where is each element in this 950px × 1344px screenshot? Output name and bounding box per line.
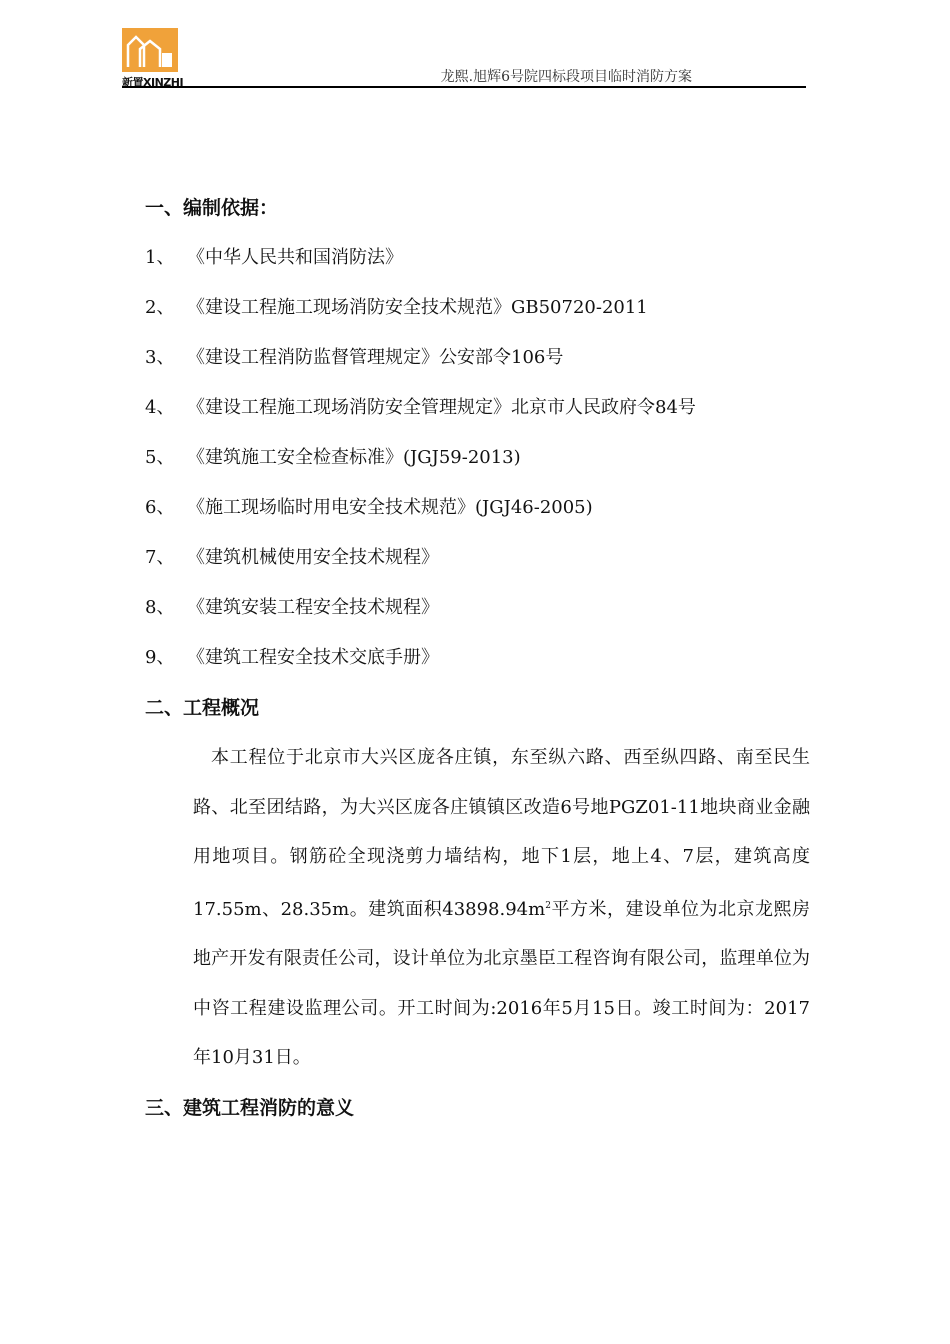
item-text: 《施工现场临时用电安全技术规范》(JGJ46-2005) [187, 497, 593, 518]
item-text: 《建设工程施工现场消防安全技术规范》GB50720-2011 [187, 297, 648, 318]
item-number: 8、 [145, 597, 175, 618]
list-item [145, 433, 810, 483]
item-number: 3、 [145, 347, 175, 368]
item-text: 《建筑安装工程安全技术规程》 [187, 597, 439, 618]
item-text: 《建筑工程安全技术交底手册》 [187, 647, 439, 668]
list-item [145, 283, 810, 333]
list-item [145, 533, 810, 583]
overview-text-part1: 本工程位于北京市大兴区庞各庄镇，东至纵六路、西至纵四路、南至民生路、北至团结路，为大兴区庞各庄镇镇区改造6号地PGZ01-11地块商业金融用地项目。钢筋砼全现浇剪力墙结构，地下1层，地上4、7层，建筑高度17.55m、28.35m。建筑面积43898.94m [193, 747, 810, 920]
item-number: 5、 [145, 447, 175, 468]
item-number: 7、 [145, 547, 175, 568]
item-text: 《建设工程施工现场消防安全管理规定》北京市人民政府令84号 [187, 397, 696, 418]
item-text: 《中华人民共和国消防法》 [187, 247, 403, 268]
logo-mark [122, 28, 178, 72]
document-header-title: 龙熙.旭辉6号院四标段项目临时消防方案 [440, 69, 692, 85]
item-number: 2、 [145, 297, 175, 318]
section-heading-significance: 三、建筑工程消防的意义 [145, 1096, 355, 1119]
item-number: 6、 [145, 497, 175, 518]
item-text: 《建筑施工安全检查标准》(JGJ59-2013) [187, 447, 521, 468]
section-heading-overview: 二、工程概况 [145, 697, 260, 719]
list-item [145, 633, 810, 683]
logo-text: 新置XINZHI [122, 76, 184, 89]
superscript: 2 [545, 900, 551, 911]
document-body [145, 183, 810, 1133]
item-number: 1、 [145, 247, 175, 268]
building-icon [126, 33, 174, 69]
list-item [145, 333, 810, 383]
section-heading-basis: 一、编制依据： [145, 197, 279, 219]
company-logo [122, 28, 184, 90]
list-item [145, 233, 810, 283]
item-text: 《建设工程消防监督管理规定》公安部令106号 [187, 347, 564, 368]
item-text: 《建筑机械使用安全技术规程》 [187, 547, 439, 568]
list-item [145, 483, 810, 533]
list-item [145, 583, 810, 633]
project-overview-paragraph [193, 733, 810, 1083]
item-number: 9、 [145, 647, 175, 668]
overview-text-part2: 平方米，建设单位为北京龙熙房地产开发有限责任公司，设计单位为北京墨臣工程咨询有限公司，监理单位为中咨工程建设监理公司。开工时间为:2016年5月15日。竣工时间为：2017年10月31日。 [193, 898, 811, 1068]
item-number: 4、 [145, 397, 175, 418]
header-divider [122, 86, 806, 88]
list-item [145, 383, 810, 433]
